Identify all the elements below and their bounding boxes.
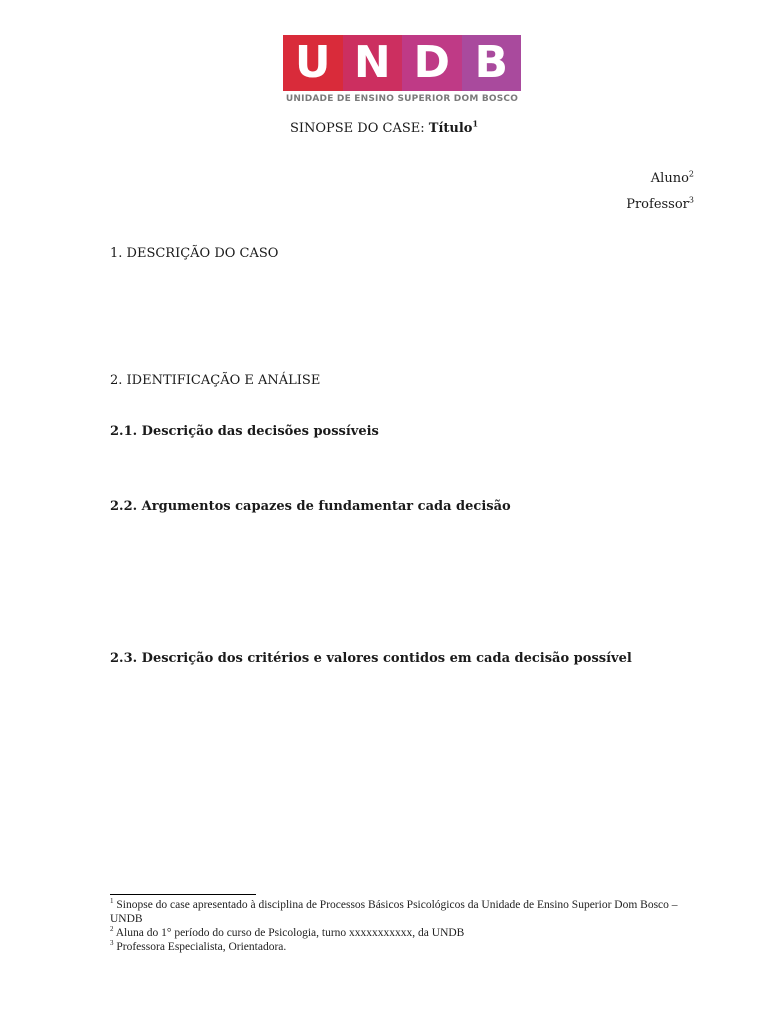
footnote-2-text: Aluna do 1° período do curso de Psicologia, turno xxxxxxxxxxx, da UNDB — [115, 927, 465, 939]
footnote-1-number: 1 — [110, 897, 114, 906]
footnote-1-text: Sinopse do case apresentado à disciplina de Processos Básicos Psicológicos da Unidade de Ensino Superior Dom Bosco – UNDB — [110, 899, 678, 925]
professor-label: Professor — [626, 197, 689, 212]
footnote-2-number: 2 — [110, 925, 114, 934]
section-2-3-heading: 2.3. Descrição dos critérios e valores contidos em cada decisão possível — [110, 651, 632, 666]
undb-logo — [283, 35, 521, 91]
student-footnote-ref: 2 — [688, 169, 694, 179]
title-prefix: SINOPSE DO CASE: — [289, 121, 429, 136]
page-title — [0, 118, 768, 136]
footnote-separator — [110, 894, 256, 895]
professor-footnote-ref: 3 — [688, 195, 694, 205]
author-student — [651, 171, 694, 186]
logo-letter-b: B — [462, 35, 522, 91]
section-2-1-heading: 2.1. Descrição das decisões possíveis — [110, 424, 379, 439]
logo-letter-d: D — [402, 35, 462, 91]
title-bold: Título — [428, 121, 473, 136]
author-professor — [626, 197, 694, 212]
logo-letter-u: U — [283, 35, 343, 91]
section-2-heading: 2. IDENTIFICAÇÃO E ANÁLISE — [110, 373, 321, 388]
section-1-heading: 1. DESCRIÇÃO DO CASO — [110, 246, 279, 261]
footnote-2 — [110, 926, 680, 940]
footnote-3-number: 3 — [110, 939, 114, 948]
footnote-3-text: Professora Especialista, Orientadora. — [116, 941, 287, 953]
footnote-1 — [110, 898, 680, 926]
footnote-3 — [110, 940, 680, 954]
title-footnote-ref: 1 — [472, 118, 479, 129]
logo-letter-n: N — [343, 35, 403, 91]
logo-subtitle: UNIDADE DE ENSINO SUPERIOR DOM BOSCO — [285, 94, 519, 104]
section-2-2-heading: 2.2. Argumentos capazes de fundamentar cada decisão — [110, 499, 511, 514]
student-label: Aluno — [650, 171, 689, 186]
